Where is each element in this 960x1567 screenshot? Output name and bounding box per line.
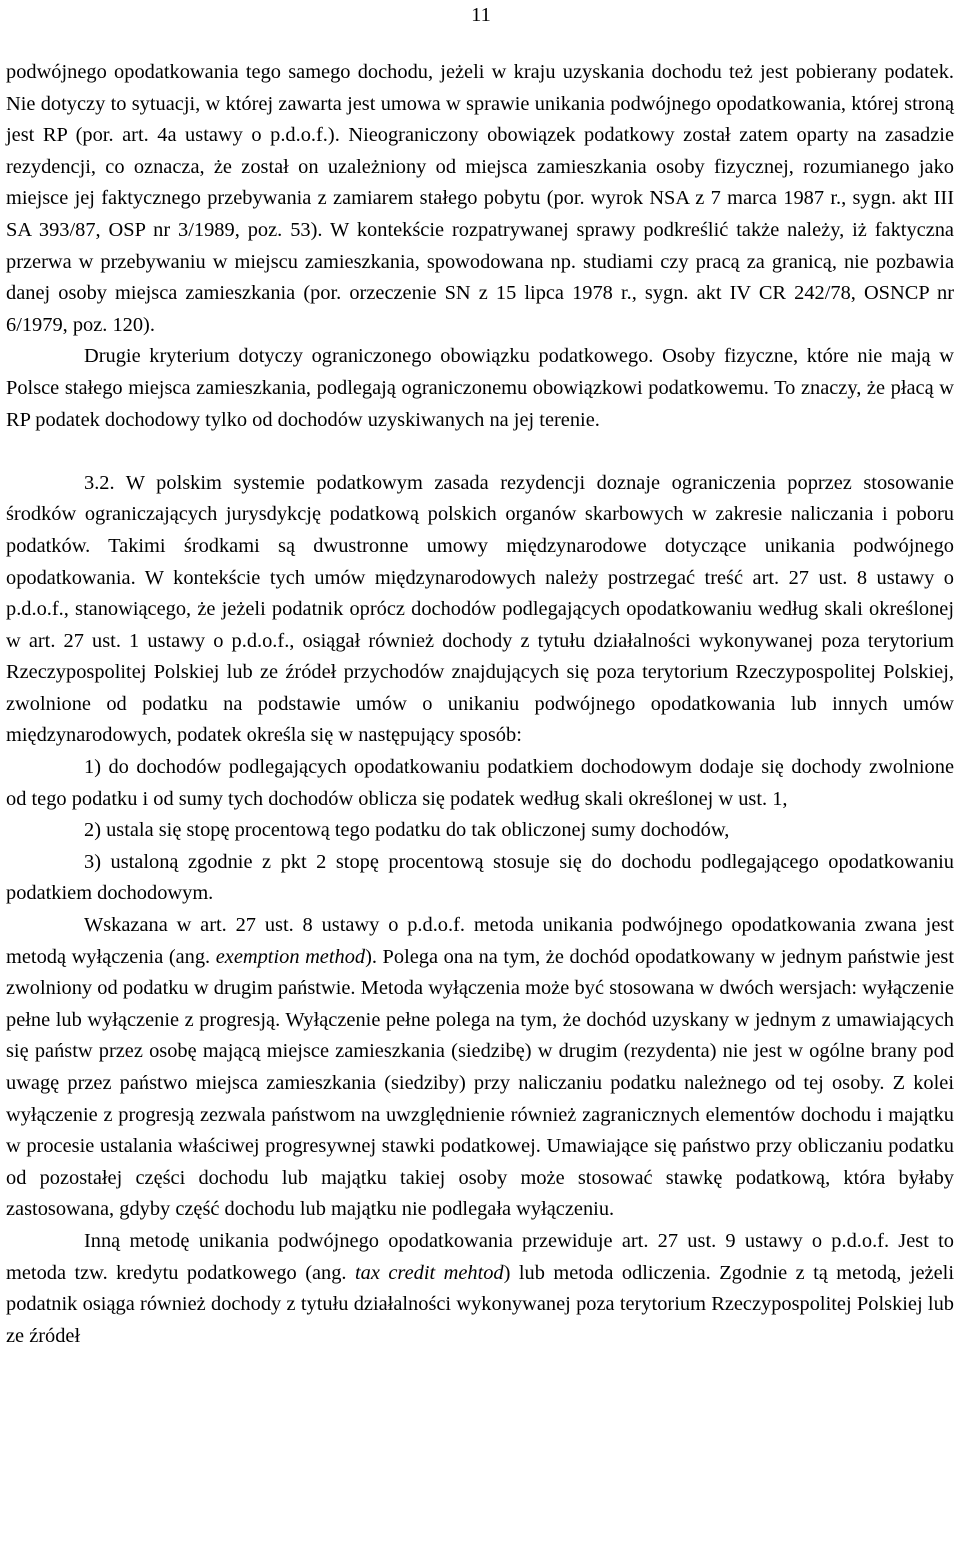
list-item-1: 1) do dochodów podlegających opodatkowaniu podatkiem dochodowym dodaje się dochody zwolnione od tego podatku i od sumy tych dochodów oblicza się podatek według skali określonej w ust. 1,: [6, 756, 954, 810]
page-number: 11: [471, 4, 491, 26]
paragraph-tax-credit-method: [6, 1226, 954, 1352]
list-item-2: 2) ustala się stopę procentową tego podatku do tak obliczonej sumy dochodów,: [84, 819, 730, 842]
italic-term: exemption method: [215, 945, 366, 968]
text-run: Wskazana w art. 27 ust. 8 ustawy o p.d.o.f. metoda unikania podwójnego opodatkowania zwana jest metodą wyłączenia (ang.: [6, 914, 954, 968]
body-text: [6, 57, 954, 1352]
italic-term: tax credit mehtod: [354, 1261, 504, 1284]
text-run: ). Polega ona na tym, że dochód opodatkowany w jednym państwie jest zwolniony od podatku w drugim państwie. Metoda wyłączenia może być stosowana w dwóch wersjach: wyłączenie pełne lub wyłączenie z progresją. Wyłączenie pełne polega na tym, że dochód uzyskany w jednym z umawiających się państw przez osobę mającą miejsce zamieszkania (siedzibę) w drugim (rezydenta) nie jest w ogólne brany pod uwagę przez państwo miejsca zamieszkania (siedziby) przy naliczaniu podatku należnego od tej osoby. Z kolei wyłączenie z progresją zezwala państwom na uwzględnienie również zagranicznych elementów dochodu i majątku w procesie ustalania właściwej progresywnej stawki podatkowej. Umawiające się państwo przy obliczaniu podatku od pozostałej części dochodu lub majątku takiej osoby może stosować stawkę podatkową, która byłaby zastosowana, gdyby część dochodu lub majątku nie podlegała wyłączeniu.: [6, 945, 954, 1221]
paragraph-limited-obligation: Drugie kryterium dotyczy ograniczonego obowiązku podatkowego. Osoby fizyczne, które nie mają w Polsce stałego miejsca zamieszkania, podlegają ograniczonemu obowiązkowi podatkowemu. To znaczy, że płacą w RP podatek dochodowy tylko od dochodów uzyskiwanych na jej terenie.: [6, 345, 954, 431]
text-run: Inną metodę unikania podwójnego opodatkowania przewiduje art. 27 ust. 9 ustawy o p.d.o.f. Jest to metoda tzw. kredytu podatkowego (ang.: [6, 1229, 954, 1284]
paragraph-section-3-2: 3.2. W polskim systemie podatkowym zasada rezydencji doznaje ograniczenia poprzez stosowanie środków ograniczających jurysdykcję podatkową polskich organów skarbowych w zakresie naliczania i poboru podatków. Takimi środkami są dwustronne umowy międzynarodowe dotyczące unikania podwójnego opodatkowania. W kontekście tych umów międzynarodowych należy postrzegać treść art. 27 ust. 8 ustawy o p.d.o.f., stanowiącego, że jeżeli podatnik oprócz dochodów podlegających opodatkowaniu według skali określonej w art. 27 ust. 1 ustawy o p.d.o.f., osiągał również dochody z tytułu działalności wykonywanej poza terytorium Rzeczypospolitej Polskiej lub ze źródeł przychodów znajdujących się poza terytorium Rzeczypospolitej Polskiej, zwolnione od podatku na podstawie umów o unikaniu podwójnego opodatkowania lub innych umów międzynarodowych, podatek określa się w następujący sposób:: [6, 471, 954, 747]
text-run: ) lub metoda odliczenia. Zgodnie z tą metodą, jeżeli podatnik osiąga również dochody z tytułu działalności wykonywanej poza terytorium Rzeczypospolitej Polskiej lub ze źródeł: [6, 1261, 954, 1347]
paragraph-exemption-method: [6, 910, 954, 1226]
paragraph-residence: podwójnego opodatkowania tego samego dochodu, jeżeli w kraju uzyskania dochodu też jest pobierany podatek. Nie dotyczy to sytuacji, w której zawarta jest umowa w sprawie unikania podwójnego opodatkowania, której stroną jest RP (por. art. 4a ustawy o p.d.o.f.). Nieograniczony obowiązek podatkowy został zatem oparty na zasadzie rezydencji, co oznacza, że został on uzależniony od miejsca zamieszkania osoby fizycznej, rozumianego jako miejsce jej faktycznego przebywania z zamiarem stałego pobytu (por. wyrok NSA z 7 marca 1987 r., sygn. akt III SA 393/87, OSP nr 3/1989, poz. 53). W kontekście rozpatrywanej sprawy podkreślić także należy, iż faktyczna przerwa w przebywaniu w miejscu zamieszkania, spowodowana np. studiami czy pracą za granicą, nie pozbawia danej osoby miejsca zamieszkania (por. orzeczenie SN z 15 lipca 1978 r., sygn. akt IV CR 242/78, OSNCP nr 6/1979, poz. 120).: [6, 61, 954, 336]
paragraph-gap: [6, 436, 954, 468]
list-item-3: 3) ustaloną zgodnie z pkt 2 stopę procentową stosuje się do dochodu podlegającego opodatkowaniu podatkiem dochodowym.: [6, 850, 954, 905]
